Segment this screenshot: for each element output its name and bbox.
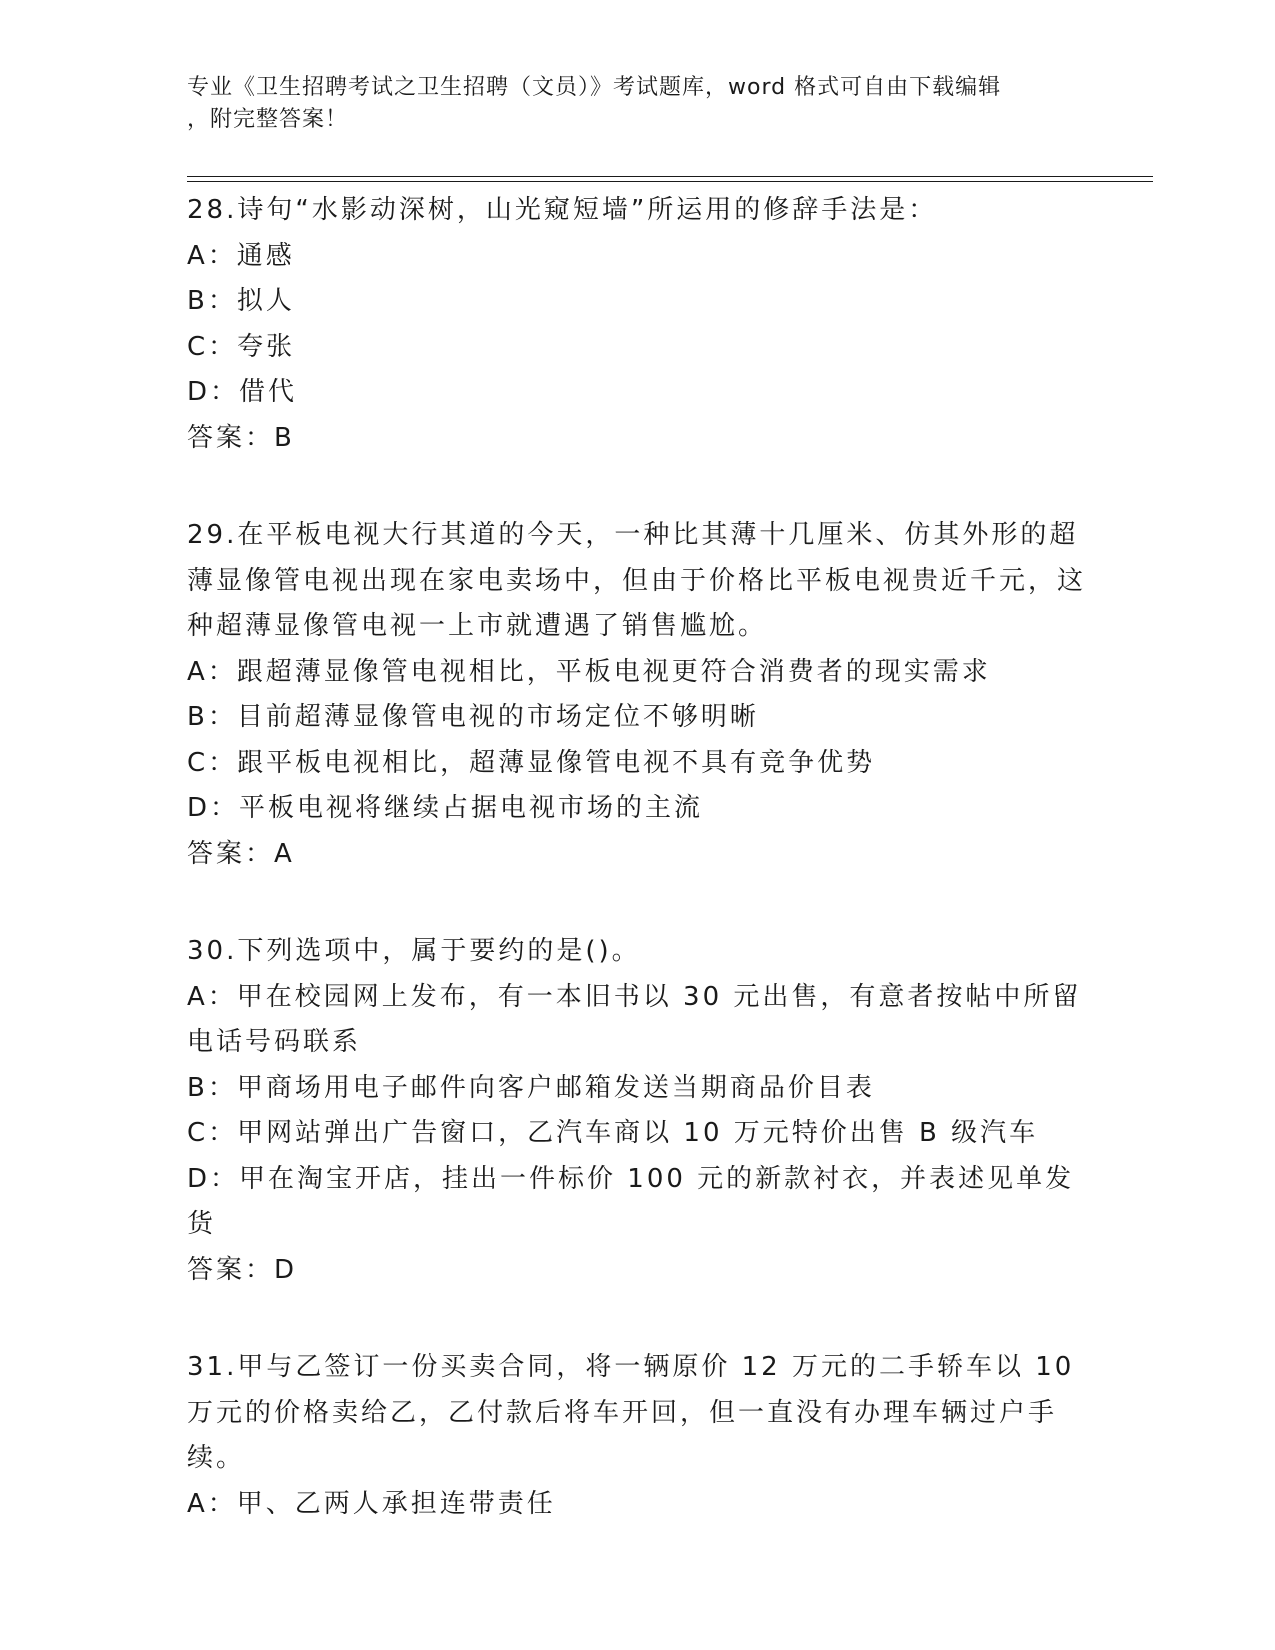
question-list: [187, 188, 1087, 1579]
document-header: [187, 72, 1067, 136]
option-d: D：平板电视将继续占据电视市场的主流: [187, 793, 704, 823]
answer-label: 答案：D: [187, 1254, 298, 1285]
option-b: B：拟人: [187, 286, 295, 316]
question-stem: 31.甲与乙签订一份买卖合同，将一辆原价 12 万元的二手轿车以 10 万元的价格卖给乙，乙付款后将车开回，但一直没有办理车辆过户手续。: [187, 1352, 1075, 1473]
header-line-2: ，附完整答案！: [187, 107, 349, 132]
header-double-rule: [187, 176, 1153, 182]
option-b: B：目前超薄显像管电视的市场定位不够明晰: [187, 702, 759, 732]
option-a: A：甲在校园网上发布，有一本旧书以 30 元出售，有意者按帖中所留电话号码联系: [187, 981, 1082, 1057]
option-c: C：跟平板电视相比，超薄显像管电视不具有竞争优势: [187, 747, 876, 778]
option-a: A：跟超薄显像管电视相比，平板电视更符合消费者的现实需求: [187, 656, 991, 687]
question-29: [187, 513, 1087, 877]
option-c: C：夸张: [187, 331, 296, 362]
answer-label: 答案：A: [187, 838, 295, 869]
question-30: [187, 929, 1087, 1293]
option-c: C：甲网站弹出广告窗口，乙汽车商以 10 万元特价出售 B 级汽车: [187, 1118, 1039, 1148]
answer-label: 答案：B: [187, 422, 295, 453]
question-stem: 30.下列选项中，属于要约的是()。: [187, 936, 641, 966]
question-stem: 29.在平板电视大行其道的今天，一种比其薄十几厘米、仿其外形的超薄显像管电视出现在家电卖场中，但由于价格比平板电视贵近千元，这种超薄显像管电视一上市就遭遇了销售尴尬。: [187, 520, 1087, 641]
header-line-1: 专业《卫生招聘考试之卫生招聘（文员）》考试题库，word 格式可自由下载编辑: [187, 75, 1002, 100]
question-28: [187, 188, 1087, 461]
option-a: A：通感: [187, 240, 295, 271]
option-b: B：甲商场用电子邮件向客户邮箱发送当期商品价目表: [187, 1072, 875, 1103]
question-31: [187, 1345, 1087, 1527]
option-a: A：甲、乙两人承担连带责任: [187, 1488, 556, 1519]
question-stem: 28.诗句“水影动深树，山光窥短墙”所运用的修辞手法是：: [187, 195, 938, 225]
option-d: D：甲在淘宝开店，挂出一件标价 100 元的新款衬衣，并表述见单发货: [187, 1163, 1075, 1239]
option-d: D：借代: [187, 377, 298, 407]
